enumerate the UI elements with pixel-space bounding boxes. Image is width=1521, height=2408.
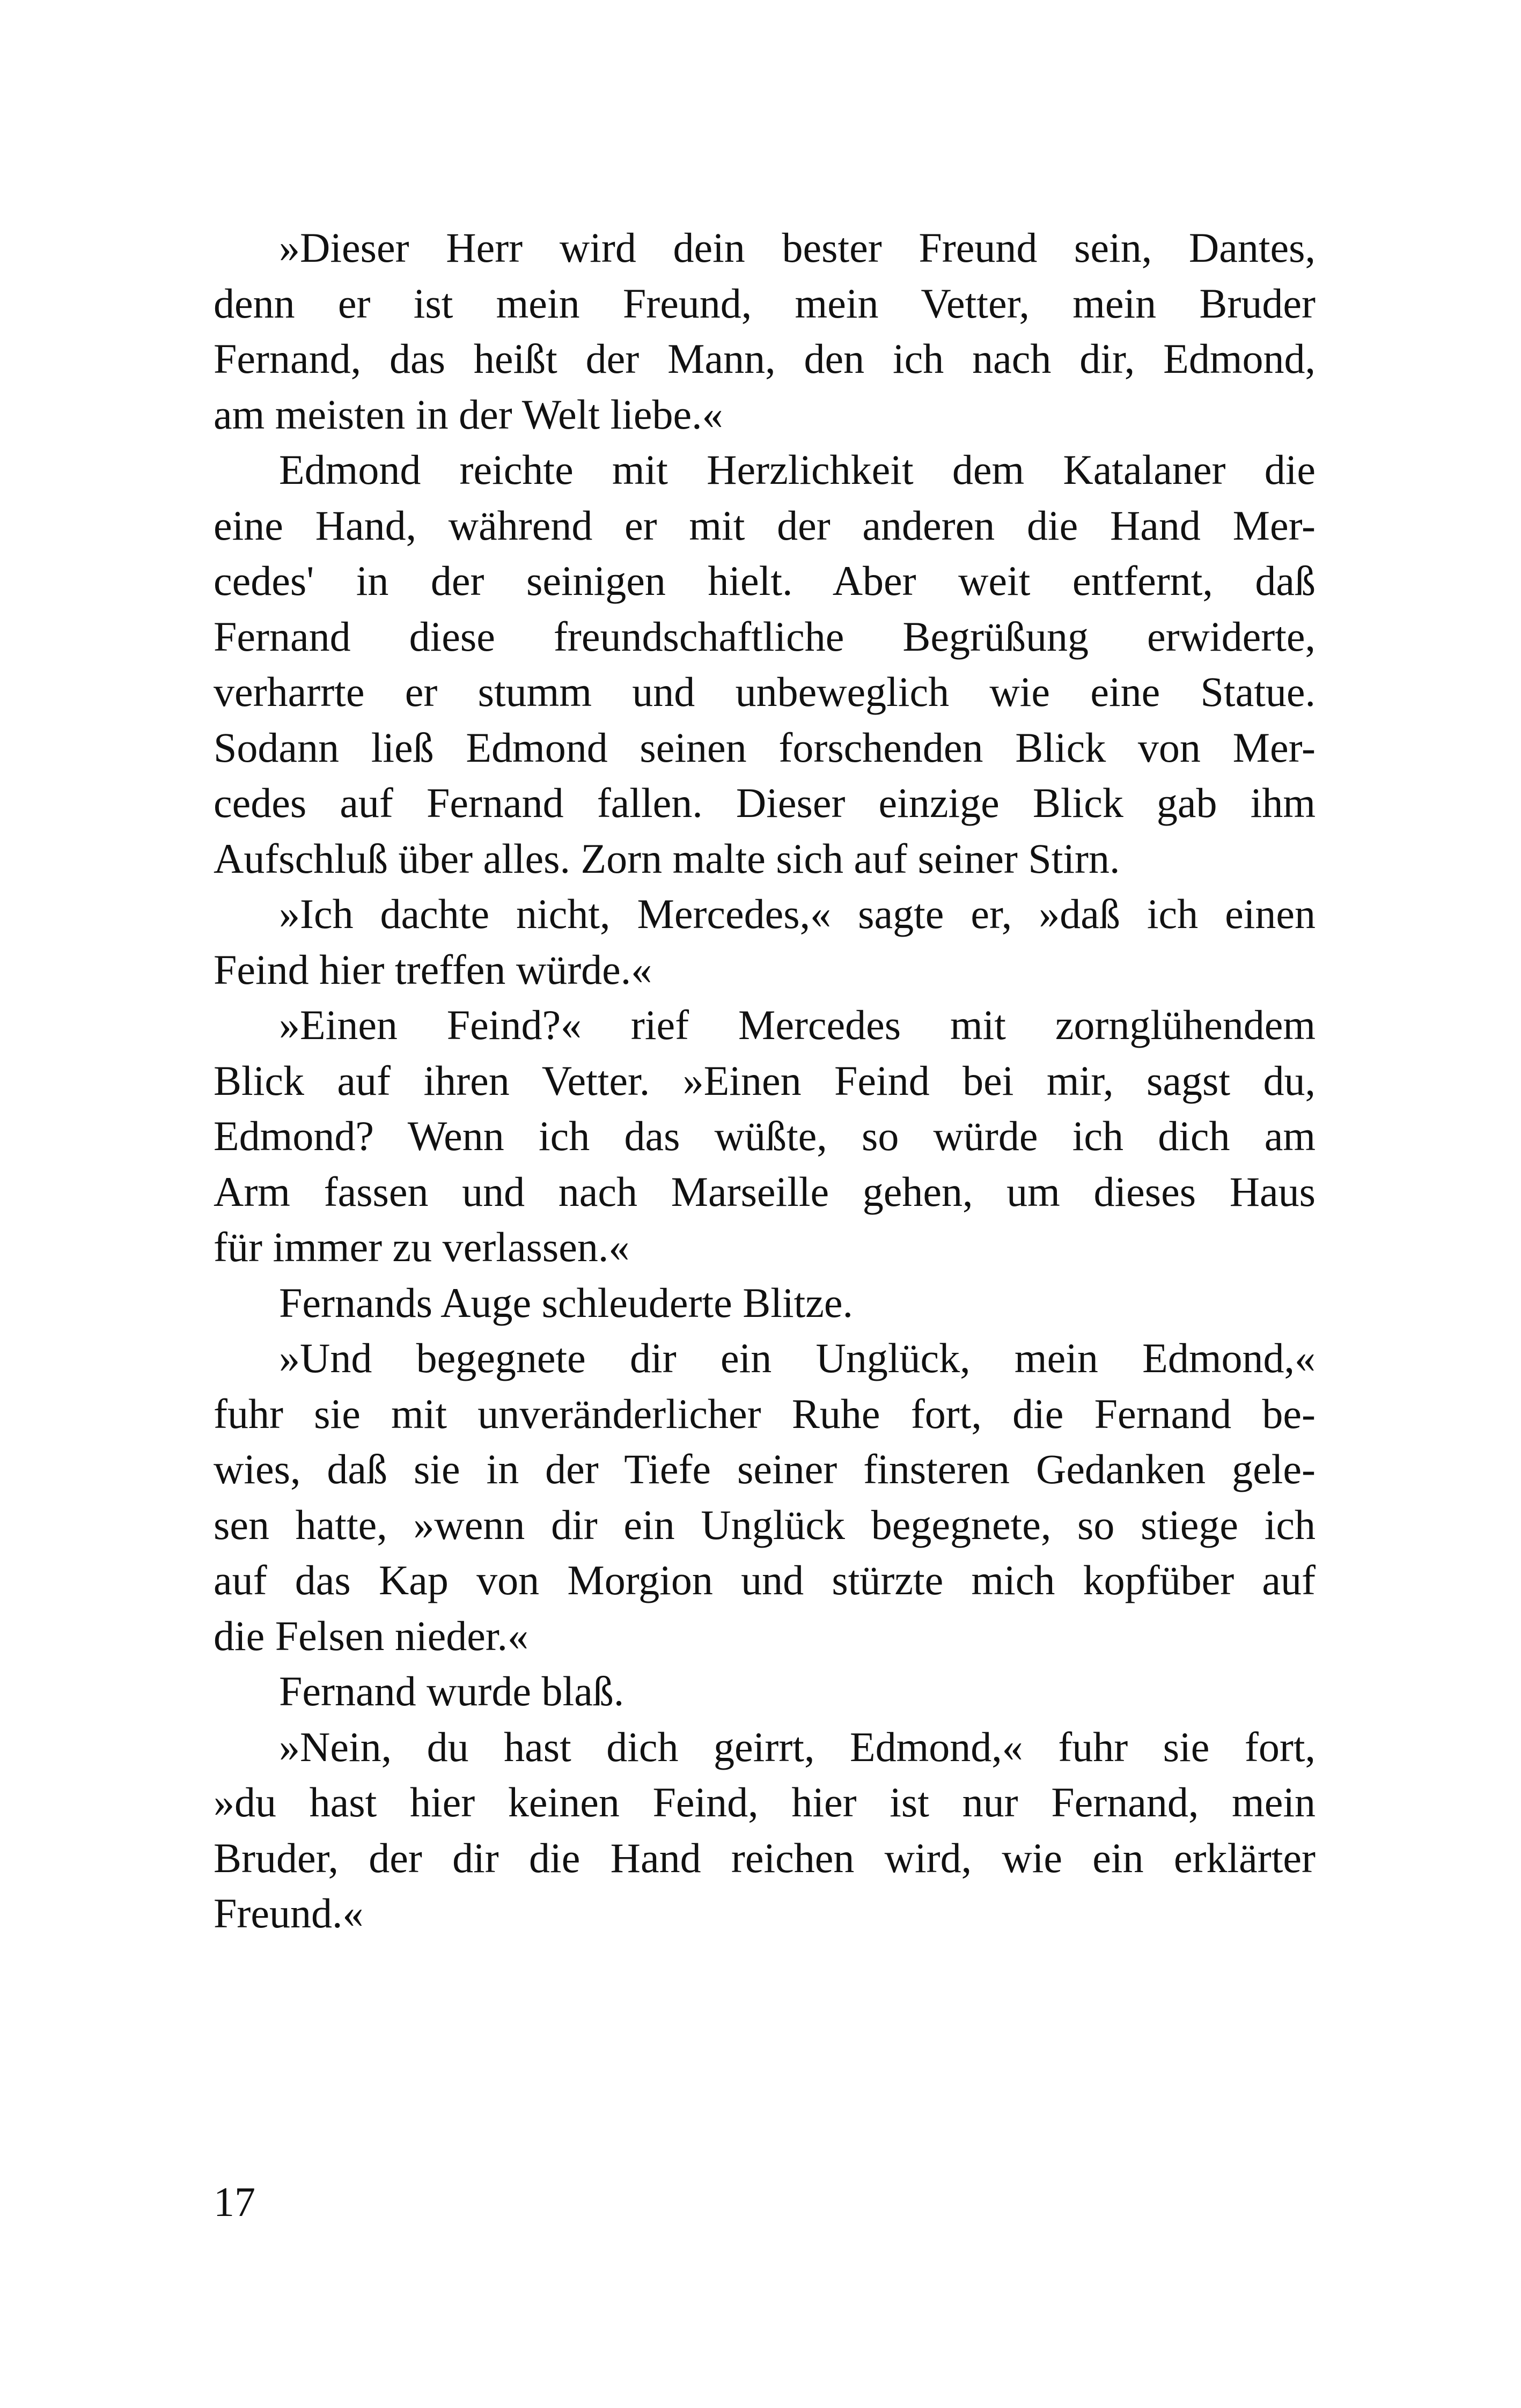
body-text <box>214 220 1316 1941</box>
text-line: »Und begegnete dir ein Unglück, mein Edmond,« <box>279 1335 1316 1381</box>
paragraph <box>214 220 1316 442</box>
text-line: für immer zu verlassen.« <box>214 1224 630 1270</box>
text-line: die Felsen nieder.« <box>214 1612 529 1659</box>
text-line: Edmond reichte mit Herzlichkeit dem Katalaner die <box>279 446 1316 493</box>
paragraph <box>214 442 1316 886</box>
text-line: am meisten in der Welt liebe.« <box>214 391 723 438</box>
text-line: Sodann ließ Edmond seinen forschenden Blick von Mer- <box>214 724 1316 771</box>
text-line: Fernands Auge schleuderte Blitze. <box>279 1279 854 1326</box>
text-line: Fernand diese freundschaftliche Begrüßung erwiderte, <box>214 613 1316 660</box>
text-line: »Dieser Herr wird dein bester Freund sein, Dantes, <box>279 224 1316 271</box>
paragraph <box>214 1275 1316 1331</box>
text-line: Aufschluß über alles. Zorn malte sich auf seiner Stirn. <box>214 835 1120 882</box>
text-line: »du hast hier keinen Feind, hier ist nur Fernand, mein <box>214 1779 1316 1825</box>
text-line: Fernand, das heißt der Mann, den ich nach dir, Edmond, <box>214 335 1316 382</box>
text-line: Freund.« <box>214 1890 364 1936</box>
text-line: »Ich dachte nicht, Mercedes,« sagte er, »daß ich einen <box>279 890 1316 937</box>
text-line: cedes' in der seinigen hielt. Aber weit entfernt, daß <box>214 557 1316 604</box>
text-line: Fernand wurde blaß. <box>279 1668 624 1714</box>
text-line: cedes auf Fernand fallen. Dieser einzige Blick gab ihm <box>214 779 1316 826</box>
text-line: fuhr sie mit unveränderlicher Ruhe fort, die Fernand be- <box>214 1390 1316 1437</box>
text-line: Edmond? Wenn ich das wüßte, so würde ich dich am <box>214 1113 1316 1159</box>
paragraph <box>214 1663 1316 1719</box>
text-line: wies, daß sie in der Tiefe seiner finsteren Gedanken gele- <box>214 1446 1316 1492</box>
text-line: Blick auf ihren Vetter. »Einen Feind bei mir, sagst du, <box>214 1057 1316 1104</box>
paragraph <box>214 1330 1316 1663</box>
text-line: Feind hier treffen würde.« <box>214 946 652 993</box>
text-line: verharrte er stumm und unbeweglich wie eine Statue. <box>214 668 1316 715</box>
text-line: sen hatte, »wenn dir ein Unglück begegnete, so stiege ich <box>214 1501 1316 1548</box>
paragraph <box>214 886 1316 997</box>
text-line: »Einen Feind?« rief Mercedes mit zornglühendem <box>279 1002 1316 1048</box>
text-line: eine Hand, während er mit der anderen die Hand Mer- <box>214 502 1316 549</box>
text-line: auf das Kap von Morgion und stürzte mich kopfüber auf <box>214 1557 1316 1603</box>
paragraph <box>214 1719 1316 1941</box>
text-line: »Nein, du hast dich geirrt, Edmond,« fuhr sie fort, <box>279 1723 1316 1770</box>
text-line: denn er ist mein Freund, mein Vetter, mein Bruder <box>214 279 1316 327</box>
text-line: Arm fassen und nach Marseille gehen, um dieses Haus <box>214 1168 1316 1215</box>
page-number: 17 <box>214 2178 255 2225</box>
paragraph <box>214 997 1316 1275</box>
text-line: Bruder, der dir die Hand reichen wird, wie ein erklärter <box>214 1834 1316 1881</box>
